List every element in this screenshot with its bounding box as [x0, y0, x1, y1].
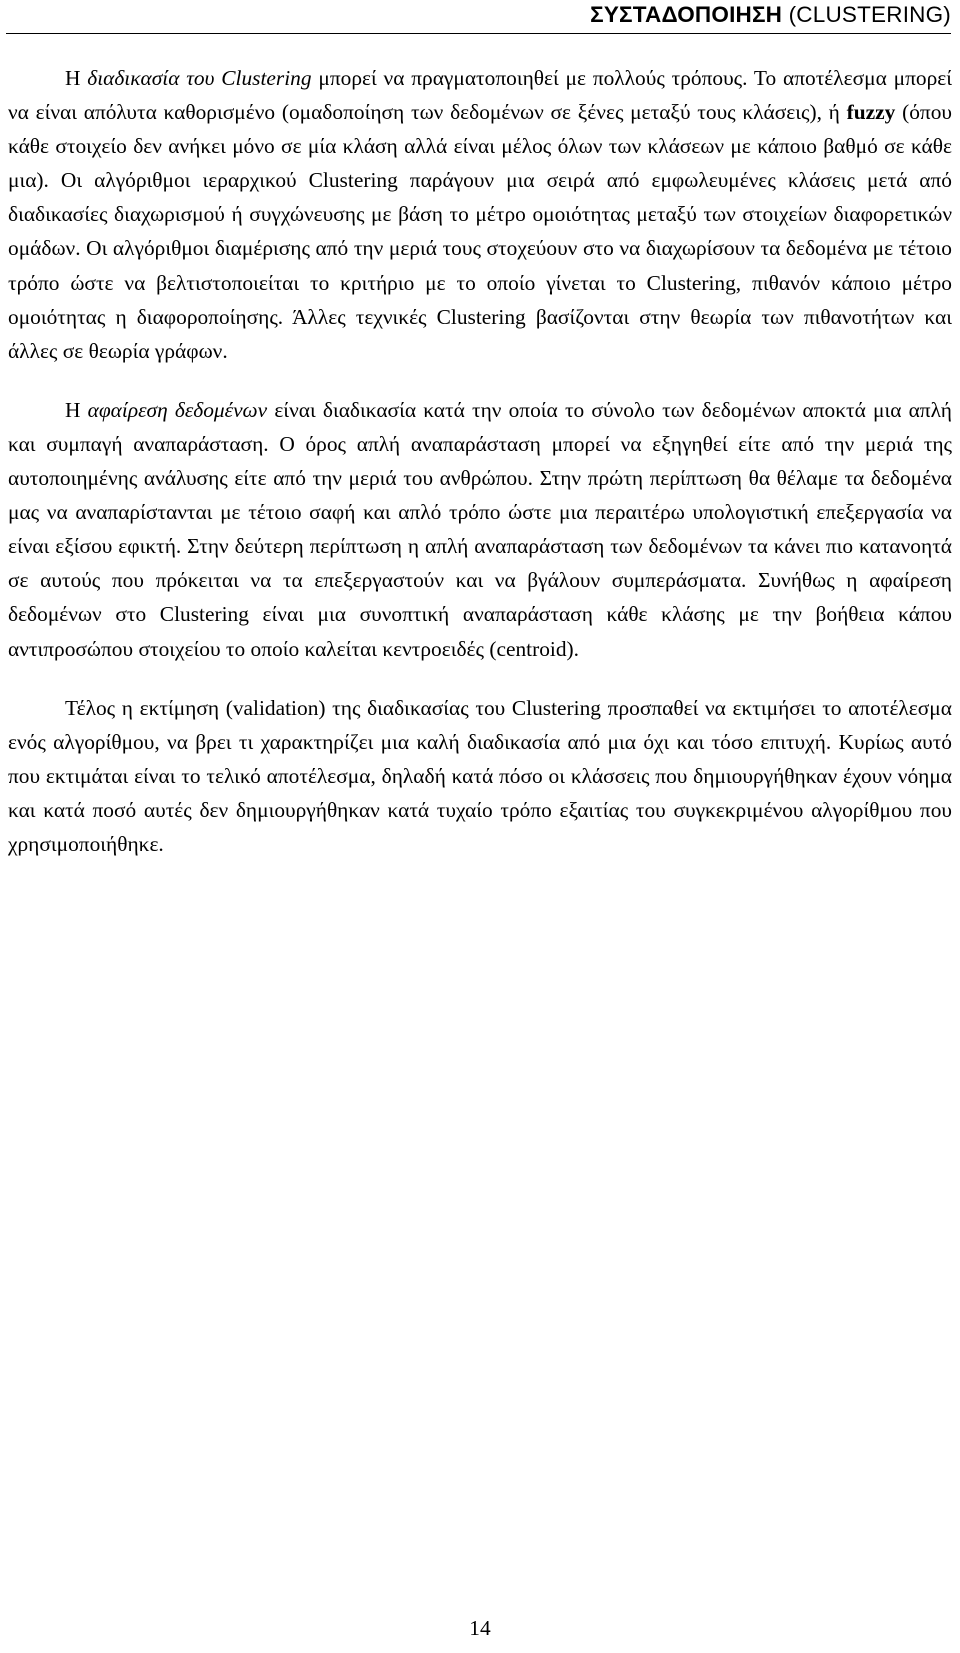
header-title-rest: (CLUSTERING): [782, 2, 951, 27]
paragraph-2-text-start: Η: [65, 397, 88, 422]
paragraph-1-text-end: (όπου κάθε στοιχείο δεν ανήκει μόνο σε μία κλάση αλλά είναι μέλος όλων των κλάσεων με κάποιο βαθμό σε κάθε μια). Οι αλγόριθμοι ιεραρχικού Clustering παράγουν μια σειρά από εμφωλευμένες κλάσεις μετά από διαδικασίες διαχωρισμού ή συγχώνευσης με βάση το μέτρο ομοιότητας μεταξύ των στοιχείων διαφορετικών ομάδων. Οι αλγόριθμοι διαμέρισης από την μεριά τους στοχεύουν στο να διαχωρίσουν τα δεδομένα με τέτοιο τρόπο ώστε να βελτιστοποιείται το κριτήριο με το οποίο γίνεται το Clustering, πιθανόν κάποιο μέτρο ομοιότητας η διαφοροποίησης. Άλλες τεχνικές Clustering βασίζονται στην θεωρία των πιθανοτήτων και άλλες σε θεωρία γράφων.: [8, 100, 952, 363]
paragraph-3-text: Τέλος η εκτίμηση (validation) της διαδικασίας του Clustering προσπαθεί να εκτιμήσει το αποτέλεσμα ενός αλγορίθμου, να βρει τι χαρακτηρίζει μια καλή διαδικασία από μια όχι και τόσο επιτυχή. Κυρίως αυτό που εκτιμάται είναι το τελικό αποτέλεσμα, δηλαδή κατά πόσο οι κλάσσεις που δημιουργήθηκαν έχουν νόημα και κατά ποσό αυτές δεν δημιουργήθηκαν κατά τυχαίο τρόπο εξαιτίας του συγκεκριμένου αλγορίθμου που χρησιμοποιήθηκε.: [8, 695, 952, 856]
paragraph-1-text-start: Η: [65, 66, 88, 90]
paragraph-2-italic-term: αφαίρεση δεδομένων: [87, 397, 268, 422]
paragraph-validation: [8, 691, 952, 861]
paragraph-1-text-mid: μπορεί να πραγματοποιηθεί με πολλούς τρόπους. Το αποτέλεσμα μπορεί να είναι απόλυτα καθορισμένο (ομαδοποίηση των δεδομένων σε ξένες μεταξύ τους κλάσεις), ή: [8, 66, 953, 125]
header-title-bold: ΣΥΣΤΑΔΟΠΟΙΗΣΗ: [590, 2, 783, 27]
paragraph-1-bold-term: fuzzy: [846, 100, 896, 125]
paragraph-data-abstraction: [8, 393, 952, 666]
paragraph-clustering-methods: [8, 61, 952, 368]
page-number: 14: [469, 1616, 491, 1640]
page-header: [6, 0, 951, 34]
document-body: [8, 61, 952, 861]
paragraph-2-text-rest: είναι διαδικασία κατά την οποία το σύνολο των δεδομένων αποκτά μια απλή και συμπαγή αναπαράσταση. Ο όρος απλή αναπαράσταση μπορεί να εξηγηθεί είτε από την μεριά της αυτοποιημένης ανάλυσης είτε από την μεριά του ανθρώπου. Στην πρώτη περίπτωση θα θέλαμε τα δεδομένα μας να αναπαρίστανται με τέτοιο σαφή και απλό τρόπο ώστε μια περαιτέρω υπολογιστική επεξεργασία να είναι εξίσου εφικτή. Στην δεύτερη περίπτωση η απλή αναπαράσταση των δεδομένων τα κάνει πιο κατανοητά σε αυτούς που πρόκειται να τα επεξεργαστούν και να βγάλουν συμπεράσματα. Συνήθως η αφαίρεση δεδομένων στο Clustering είναι μια συνοπτική αναπαράσταση κάθε κλάσης με την βοήθεια κάπου αντιπροσώπου στοιχείου το οποίο καλείται κεντροειδές (centroid).: [8, 397, 952, 661]
paragraph-1-italic-term: διαδικασία του Clustering: [87, 66, 312, 90]
